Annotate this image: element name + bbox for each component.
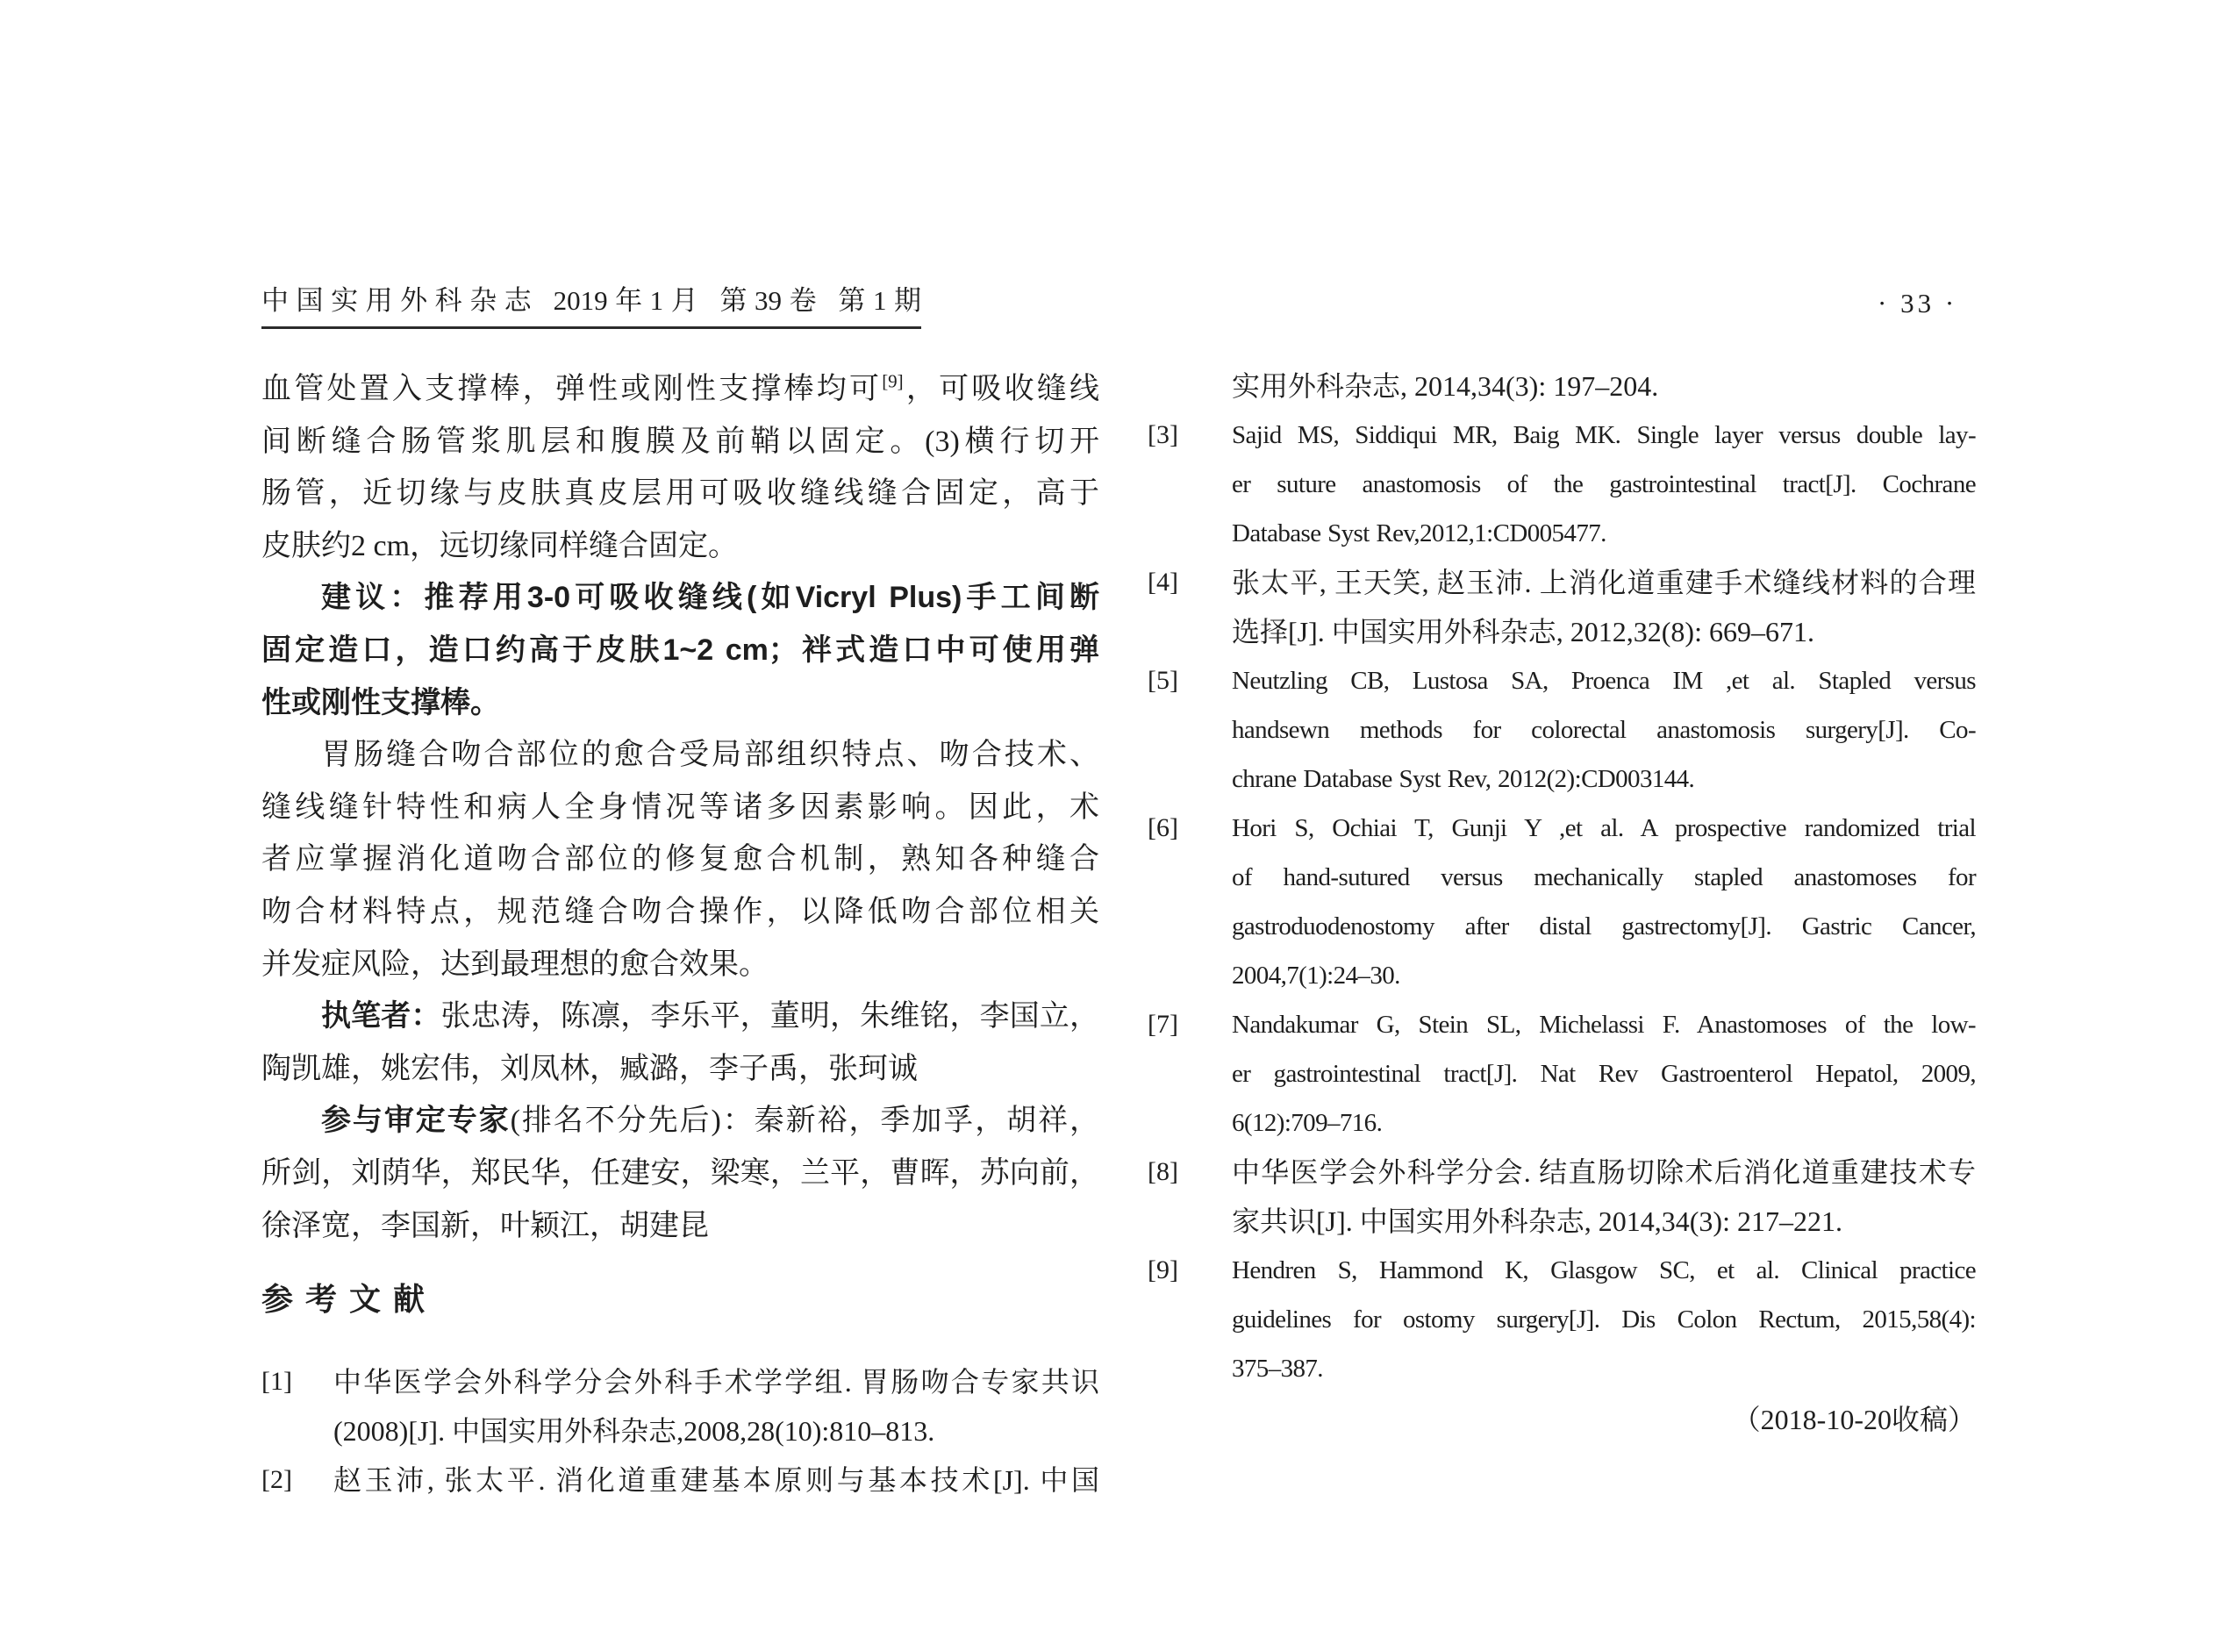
reference-text: Hori S, Ochiai T, Gunji Y ,et al. A prospective randomized trial [1232,814,1976,842]
paragraph-line: 吻合材料特点，规范缝合吻合操作，以降低吻合部位相关 [261,895,1099,928]
reference-line [1148,509,1976,558]
experts-label: 参与审定专家 [321,1104,511,1138]
reference-line [1148,705,1976,754]
reference-text: guidelines for ostomy surgery[J]. Dis Colon Rectum, 2015,58(4): [1232,1305,1976,1334]
reference-number: [1] [261,1367,292,1396]
reference-line [1148,951,1976,1000]
recommendation-line: 建议：推荐用3-0可吸收缝线(如Vicryl Plus)手工间断 [321,581,1099,615]
reference-line [261,1455,1099,1505]
authors-line [261,990,1099,1043]
reference-line [1148,1049,1976,1098]
reference-text: 选择[J]. 中国实用外科杂志, 2012,32(8): 669–671. [1232,616,1814,647]
reference-line [1148,460,1976,509]
reference-text: chrane Database Syst Rev, 2012(2):CD003144. [1232,765,1695,793]
reference-text: er gastrointestinal tract[J]. Nat Rev Gastroenterol Hepatol, 2009, [1232,1060,1976,1088]
citation-superscript: [9] [882,370,904,392]
reference-number: [9] [1148,1255,1178,1284]
reference-line [261,1406,1099,1455]
reference-number: [4] [1148,568,1178,597]
reference-line [1148,361,1976,411]
reference-text: 375–387. [1232,1355,1323,1383]
experts-names: (排名不分先后)：秦新裕，季加孚，胡祥， [510,1105,1099,1138]
reference-text: 中华医学会外科学分会外科手术学学组. 胃肠吻合专家共识 [333,1366,1099,1398]
recommendation-line: 性或刚性支撑棒。 [261,685,500,719]
reference-line [1148,1344,1976,1393]
reference-text: Sajid MS, Siddiqui MR, Baig MK. Single layer versus double lay- [1232,421,1976,449]
reference-text: gastroduodenostomy after distal gastrectomy[J]. Gastric Cancer, [1232,912,1976,940]
reference-text: 赵玉沛, 张太平. 消化道重建基本原则与基本技术[J]. 中国 [333,1464,1099,1496]
reference-line [1148,1148,1976,1197]
reference-number: [8] [1148,1157,1178,1186]
experts-line: 徐泽宽，李国新，叶颖江，胡建昆 [261,1209,709,1242]
references-right [1148,361,1976,1444]
journal-header [261,281,921,329]
journal-header-text: 中国实用外科杂志 2019年1月 第39卷 第1期 [261,285,921,316]
reference-number: [3] [1148,420,1178,449]
reference-text: 家共识[J]. 中国实用外科杂志, 2014,34(3): 217–221. [1232,1205,1842,1237]
reference-line [1148,607,1976,656]
reference-line [1148,804,1976,853]
reference-line [261,1357,1099,1406]
references-left [261,1357,1099,1505]
reference-text: 6(12):709–716. [1232,1109,1383,1137]
reference-line [1148,754,1976,804]
page-number: · 33 · [1878,288,1958,318]
experts-line: 所剑，刘荫华，郑民华，任建安，梁寒，兰平，曹晖，苏向前， [261,1156,1099,1190]
reference-number: [5] [1148,666,1178,695]
reference-text: 2004,7(1):24–30. [1232,962,1400,990]
reference-line [1148,1197,1976,1246]
authors-names: 张忠涛，陈凛，李乐平，董明，朱维铭，李国立， [440,1000,1100,1033]
reference-line [1148,1246,1976,1295]
paragraph-line: 皮肤约2 cm，远切缘同样缝合固定。 [261,529,739,562]
experts-line [261,1095,1099,1148]
reference-number: [7] [1148,1010,1178,1039]
reference-line [1148,656,1976,705]
reference-text: 中华医学会外科学分会. 结直肠切除术后消化道重建技术专 [1232,1156,1976,1188]
reference-text: Database Syst Rev,2012,1:CD005477. [1232,519,1606,547]
paragraph-line: 者应掌握消化道吻合部位的修复愈合机制，熟知各种缝合 [261,843,1099,876]
paragraph-text: ，可吸收缝线 [903,373,1100,405]
reference-line [1148,1295,1976,1344]
paragraph-text: 血管处置入支撑棒，弹性或刚性支撑棒均可 [261,373,883,405]
reference-text: handsewn methods for colorectal anastomosis surgery[J]. Co- [1232,716,1976,744]
reference-text: 张太平, 王天笑, 赵玉沛. 上消化道重建手术缝线材料的合理 [1232,567,1976,598]
references-heading: 参 考 文 献 [261,1281,427,1317]
reference-text: Nandakumar G, Stein SL, Michelassi F. Anastomoses of the low- [1232,1011,1976,1039]
reference-text: (2008)[J]. 中国实用外科杂志,2008,28(10):810–813. [333,1415,935,1447]
paragraph-line: 并发症风险，达到最理想的愈合效果。 [261,948,769,981]
reference-number: [6] [1148,813,1178,842]
paragraph-line: 缝线缝针特性和病人全身情况等诸多因素影响。因此，术 [261,790,1099,824]
reference-line [1148,411,1976,460]
reference-text: er suture anastomosis of the gastrointestinal tract[J]. Cochrane [1232,470,1976,498]
left-column [261,363,1099,1252]
reference-text: Neutzling CB, Lustosa SA, Proenca IM ,et al. Stapled versus [1232,667,1976,695]
paragraph-line: 胃肠缝合吻合部位的愈合受局部组织特点、吻合技术、 [321,739,1099,772]
paragraph-line: 间断缝合肠管浆肌层和腹膜及前鞘以固定。(3)横行切开 [261,425,1099,458]
authors-line: 陶凯雄，姚宏伟，刘凤林，臧潞，李子禹，张珂诚 [261,1052,918,1085]
reference-text: 实用外科杂志, 2014,34(3): 197–204. [1232,370,1659,402]
reference-line [1148,1000,1976,1049]
authors-label: 执笔者： [321,999,441,1033]
reference-line [1148,558,1976,607]
reference-text: Hendren S, Hammond K, Glasgow SC, et al. Clinical practice [1232,1256,1976,1284]
paragraph-line [261,363,1099,416]
reference-number: [2] [261,1465,292,1494]
reference-line [1148,1098,1976,1148]
reference-text: of hand-sutured versus mechanically stapled anastomoses for [1232,863,1976,891]
received-date: （2018-10-20收稿） [1732,1404,1976,1435]
reference-line [1148,853,1976,902]
recommendation-line: 固定造口，造口约高于皮肤1~2 cm；袢式造口中可使用弹 [261,633,1099,667]
reference-line [1148,902,1976,951]
paragraph-line: 肠管，近切缘与皮肤真皮层用可吸收缝线缝合固定，高于 [261,477,1099,511]
